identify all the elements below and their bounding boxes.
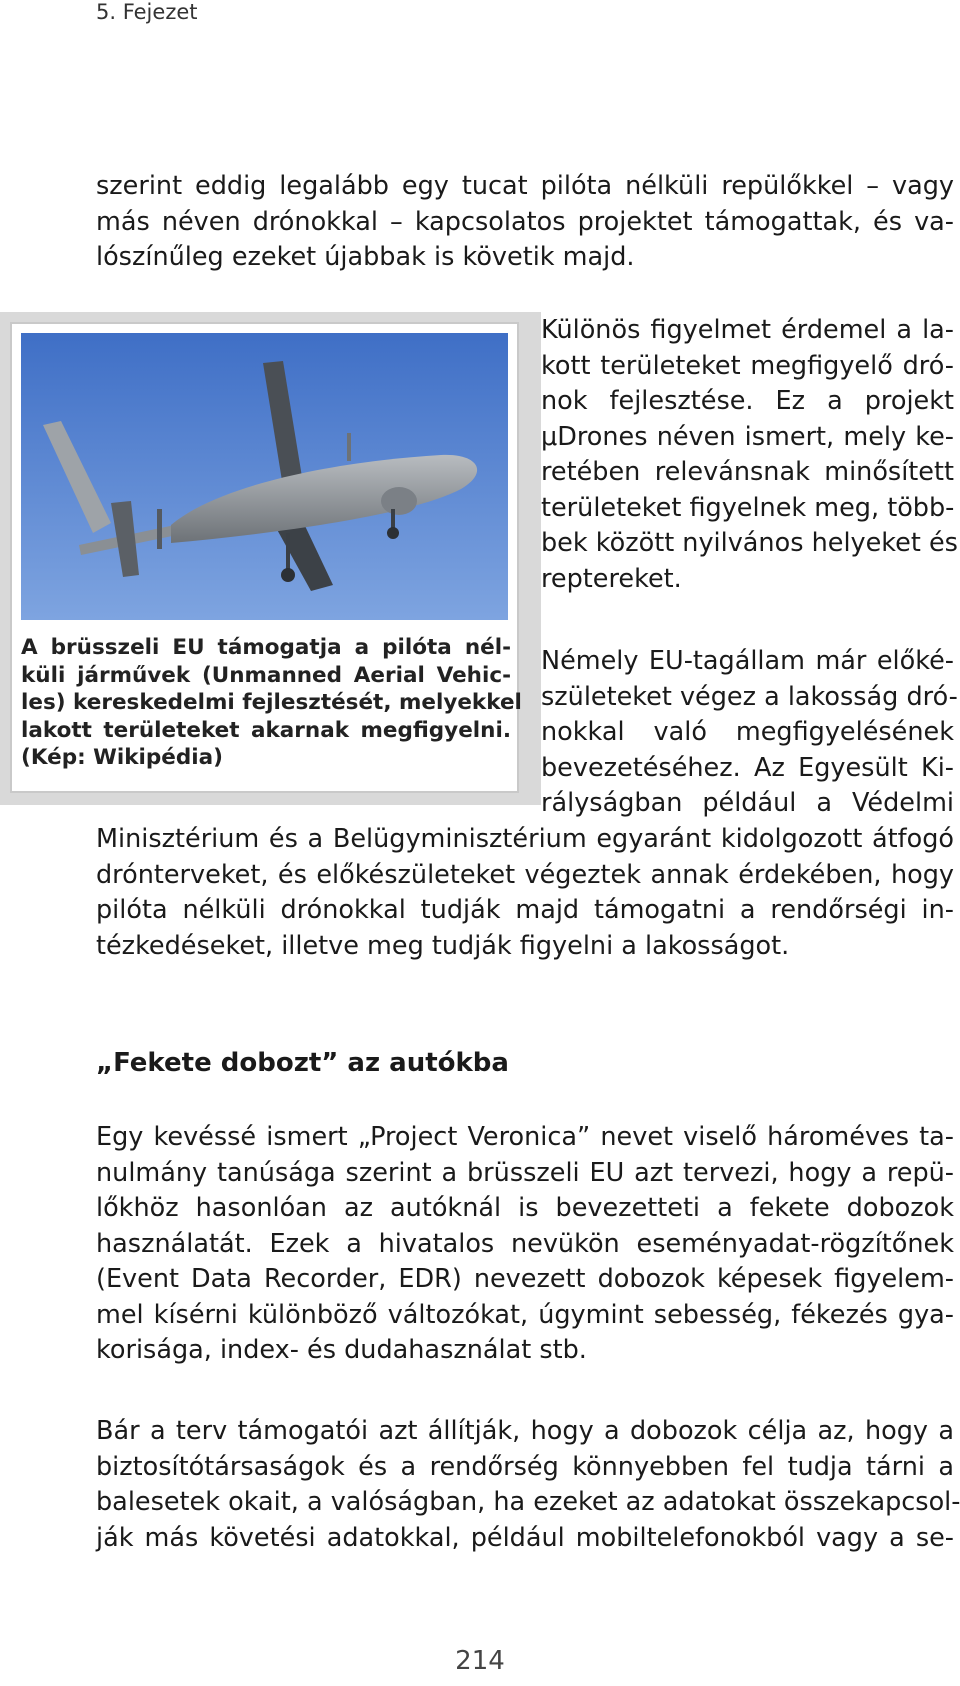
text-line: kott területeket megfigyelő dró- [541,350,954,381]
text-line: területeket figyelnek meg, több- [541,492,955,523]
section-heading: „Fekete dobozt” az autókba [96,1048,509,1078]
text-line: rályságban például a Védelmi [541,788,954,818]
text-line: lószínűleg ezeket újabbak is követik majd. [96,242,635,272]
text-line: Némely EU-tagállam már előké- [541,646,954,676]
text-line: nulmány tanúsága szerint a brüsszeli EU azt tervezi, hogy a repü- [96,1157,954,1188]
text-line: (Event Data Recorder, EDR) nevezett dobozok képesek figyelem- [96,1264,954,1294]
chapter-header: 5. Fejezet [96,0,198,24]
text-line: μDrones néven ismert, mely ke- [541,421,954,452]
paragraph-3 [96,1120,954,1369]
text-line: lőkhöz hasonlóan az autóknál is bevezetteti a fekete dobozok [96,1193,954,1223]
figure-frame [10,322,522,793]
text-line: bevezetéséhez. Az Egyesült Ki- [541,752,954,783]
caption-line: A brüsszeli EU támogatja a pilóta nél- [21,635,511,660]
text-line: Különös figyelmet érdemel a la- [541,315,954,345]
text-line: balesetek okait, a valóságban, ha ezeket az adatokat összekapcsol- [96,1487,960,1517]
text-line: korisága, index- és dudahasználat stb. [96,1335,587,1365]
text-line: drónterveket, és előkészületeket végeztek annak érdekében, hogy [96,859,954,890]
text-line: bek között nyilvános helyeket és [541,528,958,558]
side-paragraph-2 [541,644,958,822]
text-line: Bár a terv támogatói azt állítják, hogy a dobozok célja az, hogy a [96,1416,954,1446]
side-paragraph-1 [541,313,958,597]
caption-line: küli járművek (Unmanned Aerial Vehic- [21,662,511,688]
text-line: nok fejlesztése. Ez a projekt [541,386,954,416]
text-line: reptereket. [541,563,682,594]
text-line: biztosítótársaságok és a rendőrség könnyebben fel tudja tárni a [96,1451,954,1482]
text-line: retében relevánsnak minősített [541,457,954,487]
text-line: születeket végez a lakosság dró- [541,681,958,712]
figure-caption [21,634,522,772]
page-number: 214 [455,1646,505,1676]
text-line: Minisztérium és a Belügyminisztérium egyaránt kidolgozott átfogó [96,824,954,854]
full-paragraph-2 [96,822,954,964]
text-line: nokkal való megfigyelésének [541,717,954,747]
text-line: pilóta nélküli drónokkal tudják majd támogatni a rendőrségi in- [96,895,954,925]
text-line: tézkedéseket, illetve meg tudják figyelni a lakosságot. [96,930,790,961]
caption-line: (Kép: Wikipédia) [21,745,223,770]
caption-line: les) kereskedelmi fejlesztését, melyekkel [21,690,522,715]
figure-box [0,312,541,805]
text-line: ják más követési adatokkal, például mobiltelefonokból vagy a se- [96,1522,954,1553]
intro-paragraph [96,169,954,276]
caption-line: lakott területeket akarnak megfigyelni. [21,717,511,743]
text-line: más néven drónokkal – kapcsolatos projektet támogattak, és va- [96,206,954,237]
text-line: mel kísérni különböző változókat, úgymint sebesség, fékezés gya- [96,1299,954,1330]
paragraph-4 [96,1414,960,1556]
text-line: Egy kevéssé ismert „Project Veronica” nevet viselő hároméves ta- [96,1122,954,1152]
text-line: szerint eddig legalább egy tucat pilóta nélküli repülőkkel – vagy [96,171,954,201]
text-line: használatát. Ezek a hivatalos nevükön eseményadat-rögzítőnek [96,1228,954,1259]
drone-photo [21,333,508,620]
